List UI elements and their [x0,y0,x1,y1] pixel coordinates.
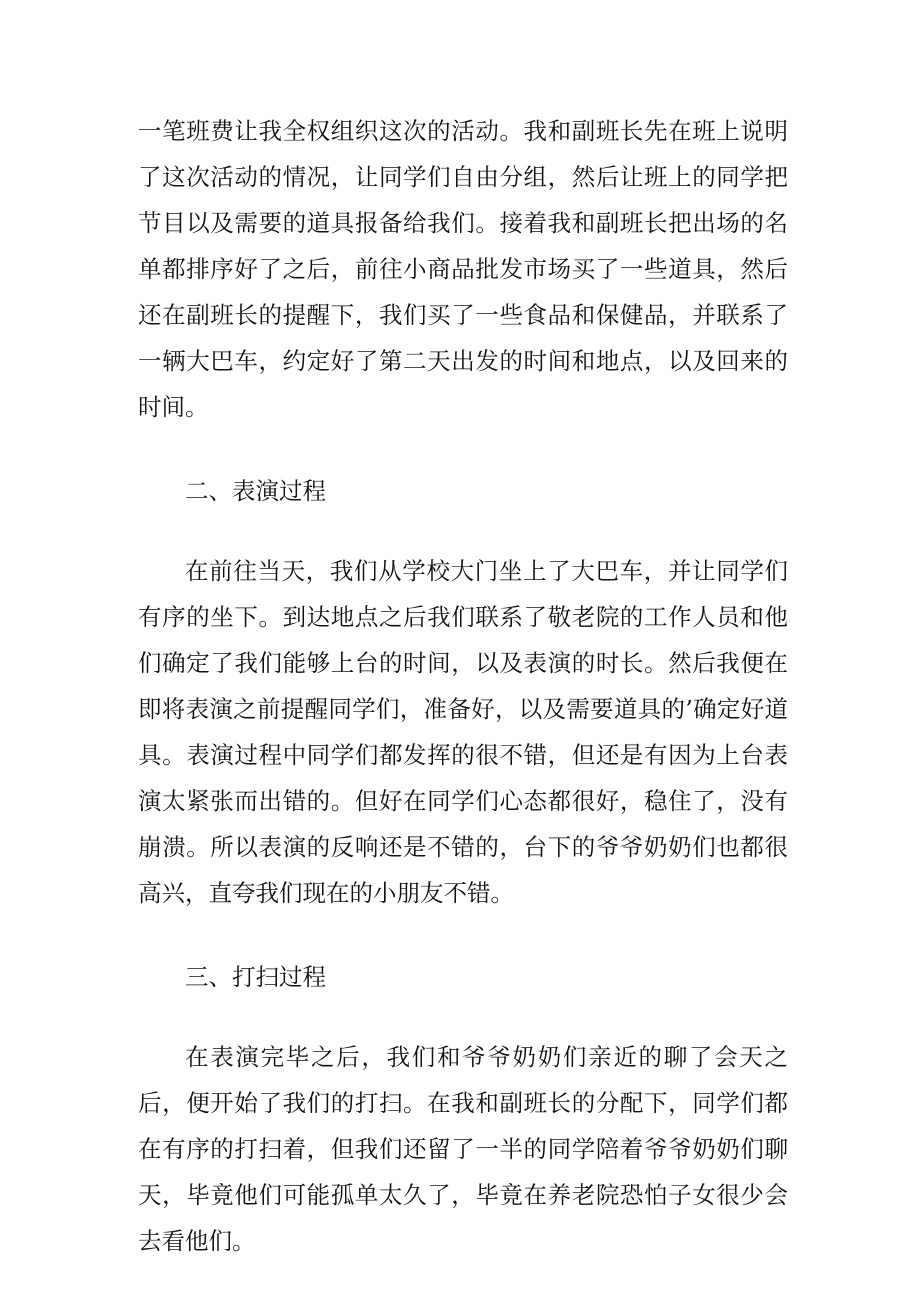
section-heading-cleaning: 三、打扫过程 [185,963,326,991]
heading-spacing [138,514,788,548]
paragraph-activity-preparation: 一笔班费让我全权组织这次的活动。我和副班长先在班上说明了这次活动的情况，让同学们自由分组，然后让班上的同学把节目以及需要的道具报备给我们。接着我和副班长把出场的名单都排序好了之后，前往小商品批发市场买了一些道具，然后还在副班长的提醒下，我们买了一些食品和保健品，并联系了一辆大巴车，约定好了第二天出发的时间和地点，以及回来的时间。 [138,117,788,421]
heading-spacing [138,1000,788,1034]
paragraph-spacing [138,430,788,468]
section-heading-performance: 二、表演过程 [185,477,326,505]
document-body [138,108,788,1264]
paragraph-performance: 在前往当天，我们从学校大门坐上了大巴车，并让同学们有序的坐下。到达地点之后我们联系了敬老院的工作人员和他们确定了我们能够上台的时间，以及表演的时长。然后我便在即将表演之前提醒同学们，准备好，以及需要道具的’确定好道具。表演过程中同学们都发挥的很不错，但还是有因为上台表演太紧张而出错的。但好在同学们心态都很好，稳住了，没有崩溃。所以表演的反响还是不错的，台下的爷爷奶奶们也都很高兴，直夸我们现在的小朋友不错。 [138,557,788,907]
paragraph-cleaning: 在表演完毕之后，我们和爷爷奶奶们亲近的聊了会天之后，便开始了我们的打扫。在我和副班长的分配下，同学们都在有序的打扫着，但我们还留了一半的同学陪着爷爷奶奶们聊天，毕竟他们可能孤单太久了，毕竟在养老院恐怕子女很少会去看他们。 [138,1043,788,1255]
paragraph-spacing [138,916,788,954]
